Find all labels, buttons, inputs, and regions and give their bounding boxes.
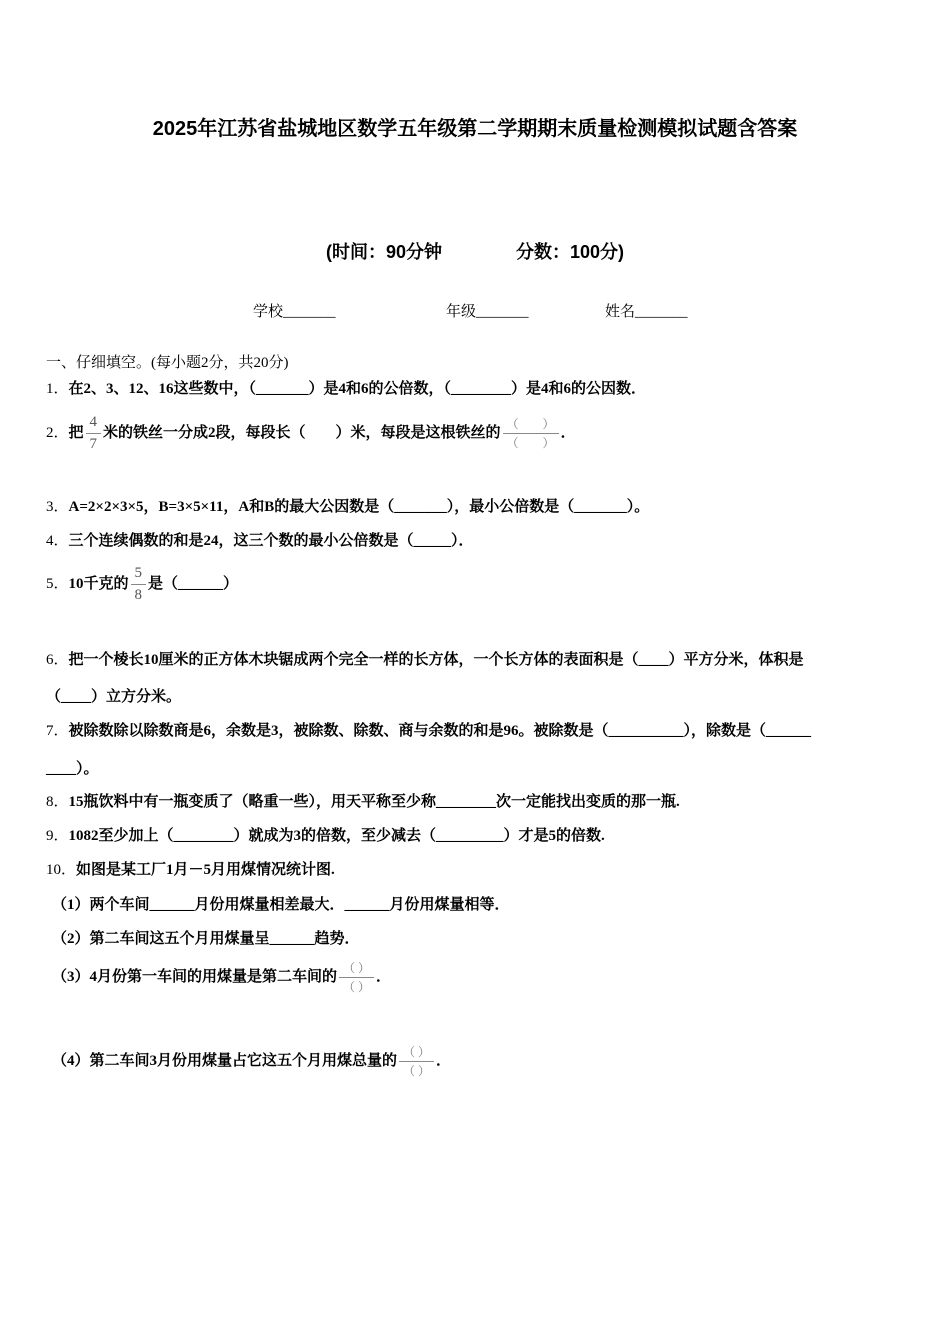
question-text: ____）。 xyxy=(46,761,99,777)
answer-fraction-blank: $\frac{( )}{( )}$ xyxy=(503,418,559,449)
question-text: 在2、3、12、16这些数中，（_______）是4和6的公倍数，（________）是4和6的公因数． xyxy=(68,381,647,397)
question-text: （4）第二车间3月份用煤量占它这五个月用煤总量的 xyxy=(52,1052,398,1069)
question-number: 5． xyxy=(46,575,69,592)
question-text: 把一个棱长10厘米的正方体木块锯成两个完全一样的长方体，一个长方体的表面积是（____）平方分米，体积是 xyxy=(68,652,804,668)
question-text: 10千克的 xyxy=(68,575,129,592)
question-text: 1082至少加上（________）就成为3的倍数，至少减去（_________）才是5的倍数. xyxy=(68,828,605,844)
question-6-continued xyxy=(46,685,181,706)
question-number: 3． xyxy=(46,499,69,515)
question-text: （3）4月份第一车间的用煤量是第二车间的 xyxy=(52,968,338,985)
grade-field: 年级_______ xyxy=(446,304,529,320)
question-text: 把 xyxy=(68,424,84,441)
question-number: 2． xyxy=(46,424,69,441)
question-1 xyxy=(46,377,646,398)
question-text: 三个连续偶数的和是24，这三个数的最小公倍数是（_____）． xyxy=(68,533,474,549)
section-heading: 一、仔细填空。(每小题2分，共20分) xyxy=(46,355,289,371)
question-number: 10． xyxy=(46,862,77,878)
sub-question-2 xyxy=(52,927,360,948)
fraction: $\frac{4}{7}$ xyxy=(86,415,102,452)
question-text: 是（______） xyxy=(148,575,239,592)
question-7-continued xyxy=(46,757,99,778)
question-number: 1． xyxy=(46,381,69,397)
question-text: 被除数除以除数商是6，余数是3，被除数、除数、商与余数的和是96。被除数是（__________），除数是（______ xyxy=(68,723,812,739)
question-5 xyxy=(46,566,238,603)
name-field: 姓名_______ xyxy=(605,304,688,320)
question-4 xyxy=(46,529,474,550)
question-number: 8． xyxy=(46,794,69,810)
question-9 xyxy=(46,824,605,845)
question-10 xyxy=(46,858,335,879)
sub-question-1 xyxy=(52,893,510,914)
question-number: 6． xyxy=(46,652,69,668)
question-3 xyxy=(46,495,649,516)
page-title: 2025年江苏省盐城地区数学五年级第二学期期末质量检测模拟试题含答案 xyxy=(152,118,798,140)
question-8 xyxy=(46,790,680,811)
question-number: 4． xyxy=(46,533,69,549)
question-text: （1）两个车间______月份用煤量相差最大．______月份用煤量相等． xyxy=(52,897,510,913)
question-text: （2）第二车间这五个月用煤量呈______趋势． xyxy=(52,931,360,947)
answer-fraction-blank: $\frac{( )}{( )}$ xyxy=(339,962,374,993)
sub-question-4: （4）第二车间3月份用煤量占它这五个月用煤总量的 $\frac{( )}{( )}$ ． xyxy=(52,1045,452,1078)
question-6 xyxy=(46,648,804,669)
fraction: $\frac{5}{8}$ xyxy=(131,566,147,603)
question-number: 7． xyxy=(46,723,69,739)
question-2: 2．把 $\frac{4}{7}$ 米的铁丝一分成2段，每段长（ ）米，每段是这根铁丝的 $\frac{( )}{( )}$ ． xyxy=(46,414,576,452)
question-text: （____）立方分米。 xyxy=(46,689,182,705)
sub-question-3: （3）4月份第一车间的用煤量是第二车间的 $\frac{( )}{( )}$ ． xyxy=(52,961,392,994)
question-7 xyxy=(46,719,811,740)
question-text: A=2×2×3×5，B=3×5×11，A和B的最大公因数是（_______），最小公倍数是（_______）。 xyxy=(68,499,650,515)
question-text: 米的铁丝一分成2段，每段长（ ）米，每段是这根铁丝的 xyxy=(103,424,501,441)
question-number: 9． xyxy=(46,828,69,844)
answer-fraction-blank: $\frac{( )}{( )}$ xyxy=(399,1046,434,1077)
exam-time: (时间：90分钟 xyxy=(325,242,442,262)
question-text: 15瓶饮料中有一瓶变质了（略重一些），用天平称至少称________次一定能找出变质的那一瓶. xyxy=(68,794,680,810)
question-text: 如图是某工厂1月－5月用煤情况统计图. xyxy=(76,862,335,878)
school-field: 学校_______ xyxy=(253,304,336,320)
exam-meta xyxy=(0,238,950,264)
exam-score: 分数：100分) xyxy=(515,242,625,262)
